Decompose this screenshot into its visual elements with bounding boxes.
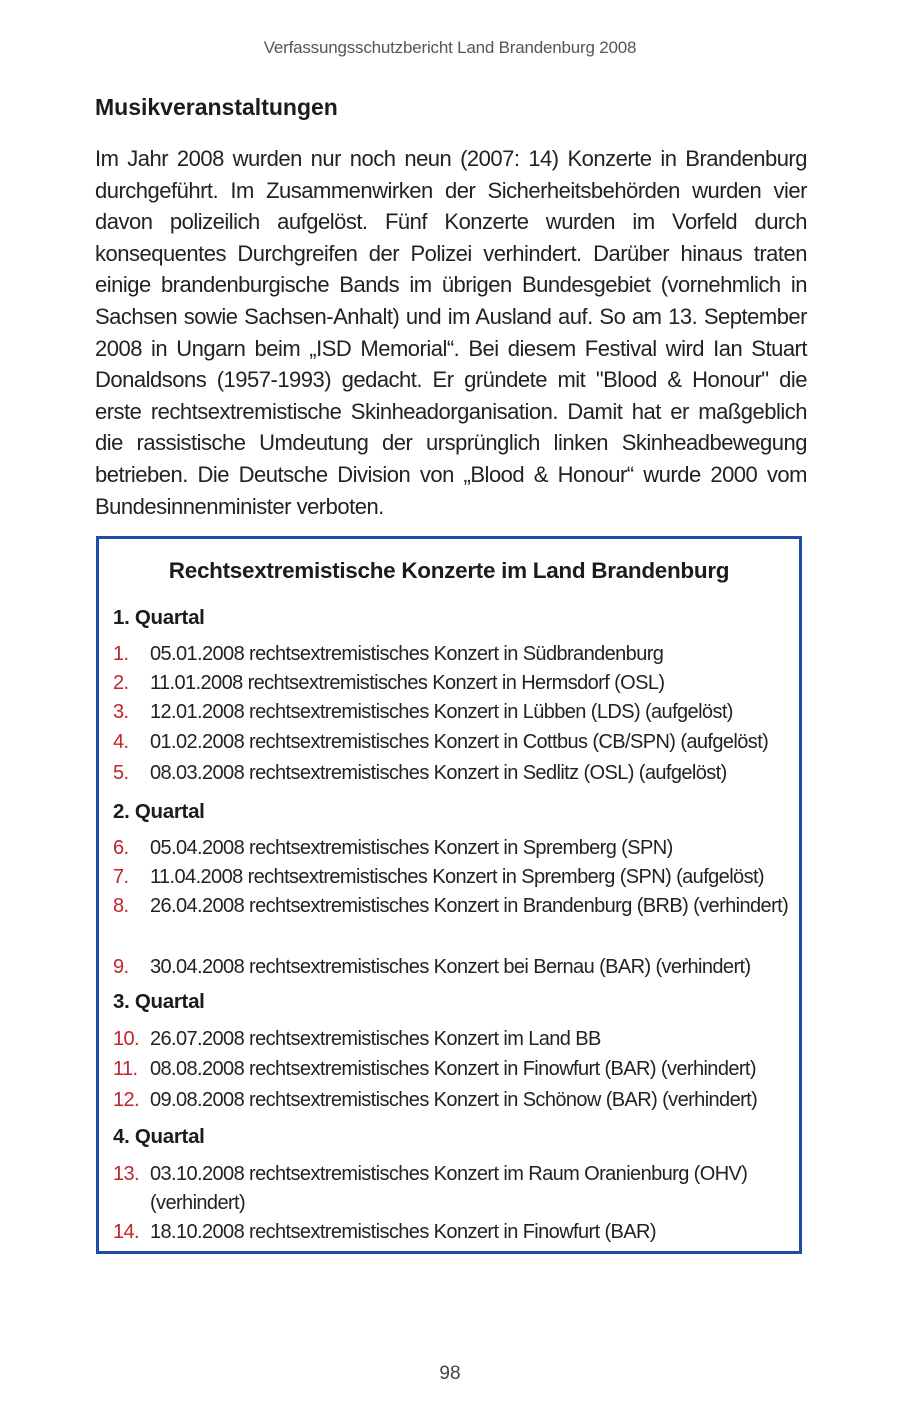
quarter-heading-3: 3. Quartal (113, 990, 205, 1013)
item-number: 6. (113, 837, 129, 859)
quarter-heading-2: 2. Quartal (113, 800, 205, 823)
item-number: 14. (113, 1221, 140, 1243)
item-number: 8. (113, 895, 129, 917)
quarter-heading-1: 1. Quartal (113, 606, 205, 629)
item-number: 10. (113, 1028, 140, 1050)
list-item (113, 640, 793, 669)
item-number: 5. (113, 762, 129, 784)
running-header: Verfassungsschutzbericht Land Brandenburg 2008 (263, 38, 637, 57)
item-number: 9. (113, 956, 129, 978)
body-paragraph: Im Jahr 2008 wurden nur noch neun (2007: 14) Konzerte in Brandenburg durchgeführt. Im Zusammenwirken der Sicherheitsbehörden wurden vier davon polizeilich aufgelöst. Fünf Konzerte wurden im Vorfeld durch konsequentes Durchgreifen der Polizei verhindert. Darüber hinaus traten einige brandenburgische Bands im übrigen Bundesgebiet (vornehmlich in Sachsen sowie Sachsen-Anhalt) und im Ausland auf. So am 13. September 2008 in Ungarn beim „ISD Memorial“. Bei diesem Festival wird Ian Stuart Donaldsons (1957-1993) gedacht. Er gründete mit "Blood & Honour" die erste rechtsextremistische Skinheadorganisation. Damit hat er maßgeblich die rassistische Umdeutung der ursprünglich linken Skinheadbewegung betrieben. Die Deutsche Division von „Blood & Honour“ wurde 2000 vom Bundesinnenminister verboten. (95, 146, 807, 519)
item-text: 11.01.2008 rechtsextremistisches Konzert in Hermsdorf (OSL) (150, 672, 665, 694)
item-text: 05.04.2008 rechtsextremistisches Konzert in Spremberg (SPN) (150, 837, 673, 859)
list-item (113, 1218, 793, 1247)
item-text: 26.07.2008 rechtsextremistisches Konzert im Land BB (150, 1028, 601, 1050)
item-text: 08.08.2008 rechtsextremistisches Konzert in Finowfurt (BAR) (verhindert) (150, 1058, 756, 1080)
item-number: 2. (113, 672, 129, 694)
item-number: 4. (113, 731, 129, 753)
item-text: 18.10.2008 rechtsextremistisches Konzert in Finowfurt (BAR) (150, 1221, 656, 1243)
list-item (113, 728, 793, 757)
list-item (113, 1086, 793, 1115)
box-title: Rechtsextremistische Konzerte im Land Brandenburg (168, 558, 730, 583)
section-heading: Musikveranstaltungen (95, 94, 338, 120)
list-item (113, 834, 793, 863)
item-text: 03.10.2008 rechtsextremistisches Konzert im Raum Oranienburg (OHV) (verhindert) (150, 1163, 748, 1214)
item-text: 05.01.2008 rechtsextremistisches Konzert in Südbrandenburg (150, 643, 664, 665)
item-number: 11. (113, 1058, 138, 1080)
item-number: 1. (113, 643, 129, 665)
list-item (113, 953, 793, 982)
item-text: 12.01.2008 rechtsextremistisches Konzert in Lübben (LDS) (aufgelöst) (150, 701, 733, 723)
item-number: 7. (113, 866, 129, 888)
list-item (113, 863, 793, 892)
item-number: 13. (113, 1163, 140, 1185)
list-item (113, 698, 793, 727)
item-text: 26.04.2008 rechtsextremistisches Konzert in Brandenburg (BRB) (verhindert) (150, 895, 789, 917)
item-text: 09.08.2008 rechtsextremistisches Konzert in Schönow (BAR) (verhindert) (150, 1089, 758, 1111)
list-item (113, 1160, 793, 1218)
list-item (113, 1055, 793, 1084)
item-text: 11.04.2008 rechtsextremistisches Konzert in Spremberg (SPN) (aufgelöst) (150, 866, 764, 888)
list-item (113, 892, 793, 921)
item-text: 30.04.2008 rechtsextremistisches Konzert bei Bernau (BAR) (verhindert) (150, 956, 751, 978)
list-item (113, 669, 793, 698)
list-item (113, 759, 793, 788)
item-number: 12. (113, 1089, 140, 1111)
page-number: 98 (439, 1363, 461, 1384)
item-text: 01.02.2008 rechtsextremistisches Konzert in Cottbus (CB/SPN) (aufgelöst) (150, 731, 769, 753)
quarter-heading-4: 4. Quartal (113, 1125, 205, 1148)
item-text: 08.03.2008 rechtsextremistisches Konzert in Sedlitz (OSL) (aufgelöst) (150, 762, 727, 784)
item-number: 3. (113, 701, 129, 723)
list-item (113, 1025, 793, 1054)
